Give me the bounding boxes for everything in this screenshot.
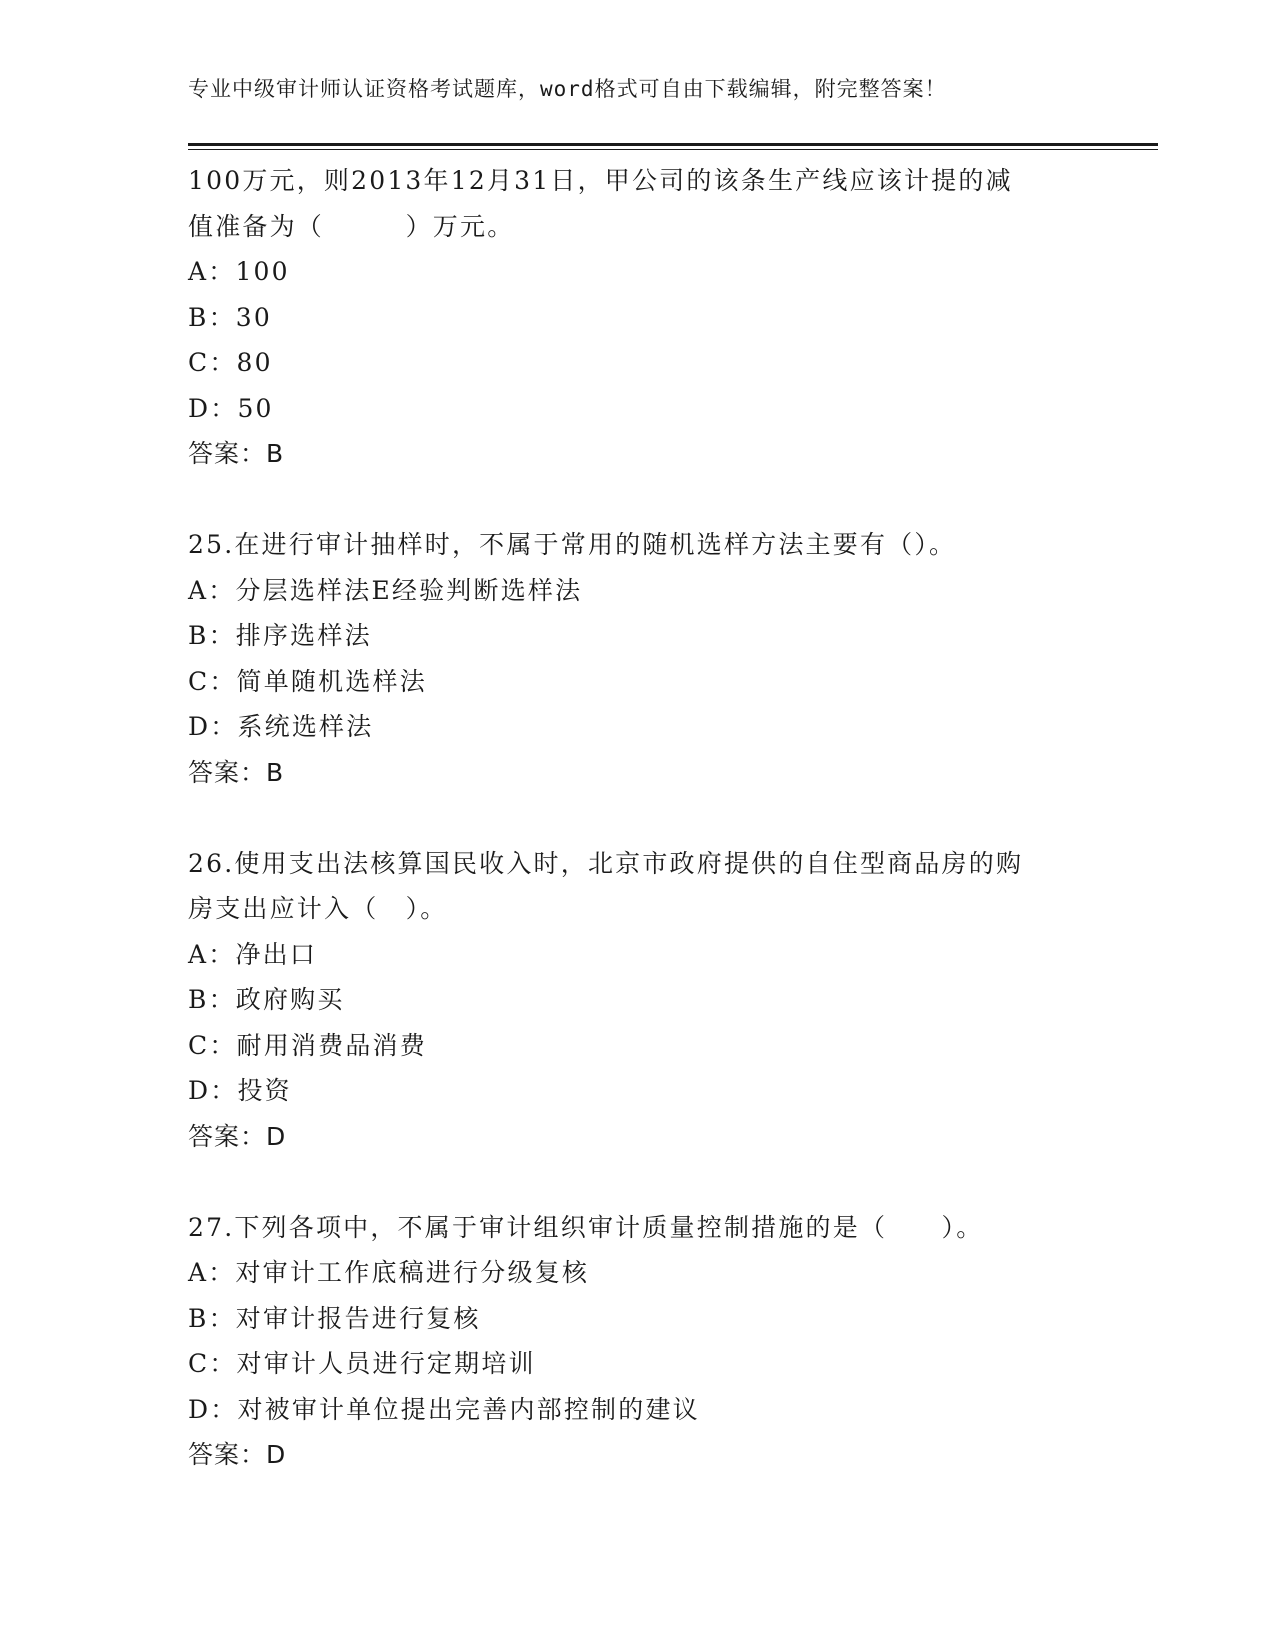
- answer-line: 答案：B: [188, 439, 285, 468]
- spacer: [188, 1159, 1088, 1205]
- question-block: [188, 1205, 1088, 1478]
- question-block: [188, 522, 1088, 795]
- answer-line: 答案：B: [188, 757, 285, 787]
- option-d: D：50: [188, 393, 274, 423]
- option-b: B：对审计报告进行复核: [188, 1303, 481, 1333]
- header-rule-thick: [188, 143, 1158, 146]
- spacer: [188, 477, 1088, 523]
- option-b: B：30: [188, 302, 272, 332]
- spacer: [188, 795, 1088, 841]
- option-b: B：政府购买: [188, 985, 345, 1014]
- question-stem-line: 27.下列各项中，不属于审计组织审计质量控制措施的是（ ）。: [188, 1212, 984, 1242]
- answer-line: 答案：D: [188, 1121, 287, 1151]
- header-rule-thin: [188, 149, 1158, 150]
- question-block: [188, 158, 1088, 477]
- question-stem-line: 值准备为（ ）万元。: [188, 211, 515, 241]
- option-d: D：对被审计单位提出完善内部控制的建议: [188, 1394, 700, 1424]
- option-d: D：投资: [188, 1076, 292, 1105]
- option-d: D：系统选样法: [188, 712, 374, 741]
- question-stem-line: 26.使用支出法核算国民收入时，北京市政府提供的自住型商品房的购: [188, 848, 1024, 878]
- option-c: C：耐用消费品消费: [188, 1030, 427, 1060]
- question-list: [188, 158, 1088, 1478]
- answer-line: 答案：D: [188, 1440, 287, 1469]
- question-stem-line: 房支出应计入（ ）。: [188, 894, 448, 923]
- option-c: C：80: [188, 348, 273, 377]
- question-stem-line: 100万元，则2013年12月31日，甲公司的该条生产线应该计提的减: [188, 166, 1013, 195]
- option-a: A：分层选样法E经验判断选样法: [188, 575, 583, 605]
- option-b: B：排序选样法: [188, 621, 372, 650]
- question-stem-line: 25.在进行审计抽样时，不属于常用的随机选样方法主要有（）。: [188, 530, 957, 559]
- option-c: C：简单随机选样法: [188, 666, 427, 696]
- option-c: C：对审计人员进行定期培训: [188, 1349, 536, 1378]
- question-block: [188, 841, 1088, 1160]
- page-header: 专业中级审计师认证资格考试题库，word格式可自由下载编辑，附完整答案！: [188, 77, 947, 101]
- option-a: A：净出口: [188, 939, 318, 969]
- option-a: A：100: [188, 257, 290, 286]
- option-a: A：对审计工作底稿进行分级复核: [188, 1258, 590, 1287]
